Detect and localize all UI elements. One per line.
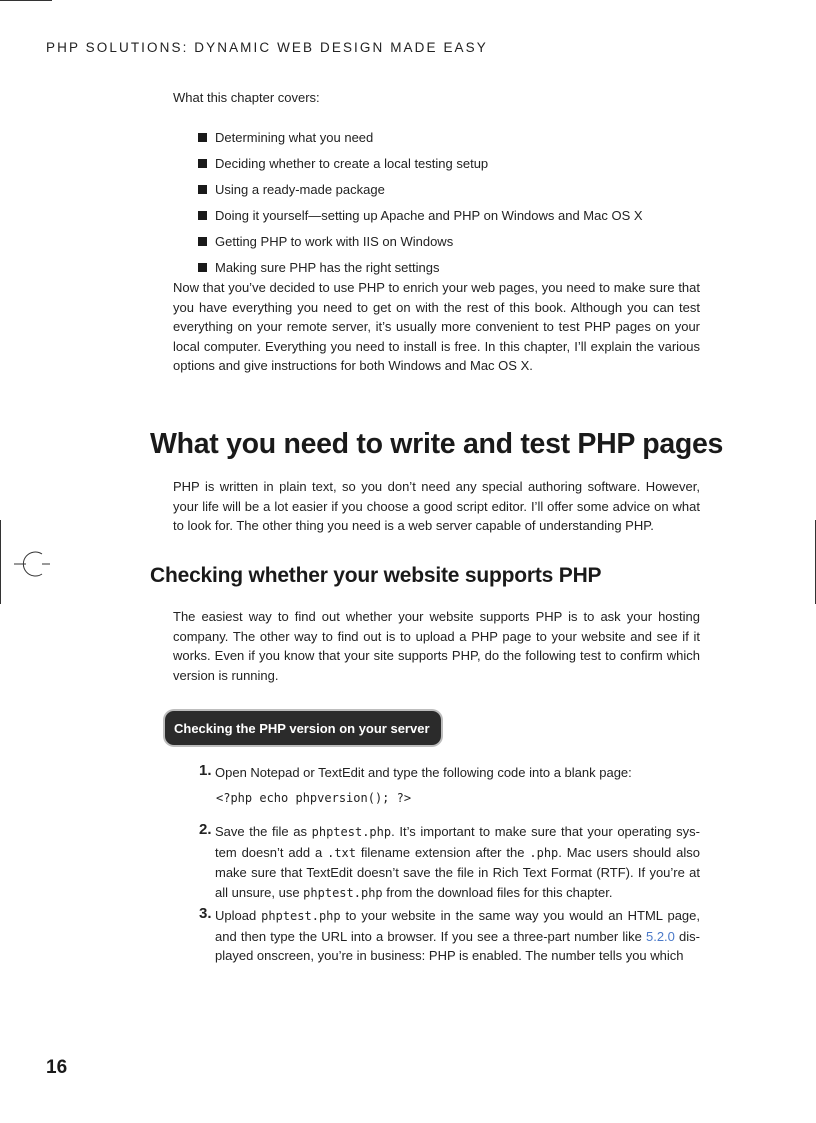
square-bullet-icon [198, 185, 207, 194]
list-item-text: Deciding whether to create a local testing setup [215, 155, 489, 171]
list-item-text: Making sure PHP has the right settings [215, 259, 440, 275]
square-bullet-icon [198, 159, 207, 168]
filename-code: phptest.php [303, 885, 383, 900]
square-bullet-icon [198, 237, 207, 246]
step-text-part: from the download files for this chapter. [382, 884, 613, 900]
step-number: 1. [199, 762, 212, 779]
page-number: 16 [46, 1057, 68, 1078]
step-text-part: dis-played onscreen, you’re in business: PHP is enabled. The number tells you which [215, 928, 700, 963]
step-text-part: to your website in the same way you would an HTML page, and then type the URL into a browser. If you see a three-part number like [215, 908, 700, 944]
step-text-part: Upload [215, 908, 262, 923]
step-number: 2. [199, 821, 212, 838]
step-3 [199, 906, 700, 966]
list-item [198, 124, 643, 150]
step-text-part: Save the file as [215, 824, 312, 839]
list-item [198, 228, 643, 254]
list-item [198, 254, 643, 280]
step-number: 3. [199, 905, 212, 922]
list-item-text: Determining what you need [215, 129, 374, 145]
step-text [215, 822, 700, 903]
code-snippet: <?php echo phpversion(); ?> [216, 791, 412, 805]
covers-intro: What this chapter covers: [173, 90, 320, 105]
extension-code: .txt [327, 845, 357, 860]
filename-code: phptest.php [261, 909, 341, 923]
crop-mark-top [0, 0, 52, 1]
list-item-text: Using a ready-made package [215, 181, 385, 197]
crop-mark-left [0, 520, 1, 604]
list-item [198, 176, 643, 202]
exercise-title: Checking the PHP version on your server [174, 720, 430, 736]
section-heading-checking-support: Checking whether your website supports PHP [150, 564, 602, 587]
square-bullet-icon [198, 133, 207, 142]
covers-list [198, 124, 643, 280]
step-2 [199, 822, 700, 903]
section-heading-what-you-need: What you need to write and test PHP pages [150, 428, 724, 460]
filename-code: phptest.php [311, 825, 392, 839]
step-1 [199, 763, 700, 783]
version-number: 5.2.0 [645, 928, 675, 944]
exercise-title-badge [165, 711, 441, 745]
list-item-text: Getting PHP to work with IIS on Windows [215, 233, 454, 249]
step-text-part: . Mac users should also make sure that TextEdit doesn’t save the file in Rich Text Format (RTF). If you’re at all unsure, use [215, 844, 700, 900]
running-head: PHP SOLUTIONS: DYNAMIC WEB DESIGN MADE EASY [46, 40, 488, 55]
step-text [215, 906, 700, 966]
step-text-part: . It’s important to make sure that your operating sys-tem doesn’t add a [215, 824, 700, 860]
step-text: Open Notepad or TextEdit and type the following code into a blank page: [215, 765, 632, 780]
step-text-part: filename extension after the [356, 844, 530, 860]
section2-paragraph: The easiest way to find out whether your website supports PHP is to ask your hosting company. The other way to find out is to upload a PHP page to your website and see if it works. Even if you know that your site supports PHP, do the following test to confirm which version is running. [173, 609, 700, 683]
registration-mark-icon [14, 548, 54, 580]
list-item [198, 202, 643, 228]
square-bullet-icon [198, 263, 207, 272]
square-bullet-icon [198, 211, 207, 220]
list-item-text: Doing it yourself—setting up Apache and PHP on Windows and Mac OS X [215, 207, 643, 223]
extension-code: .php [529, 845, 559, 860]
section1-paragraph: PHP is written in plain text, so you don’t need any special authoring software. However, your life will be a lot easier if you choose a good script editor. I’ll offer some advice on what to look for. The other thing you need is a web server capable of understanding PHP. [173, 479, 700, 533]
list-item [198, 150, 643, 176]
intro-paragraph: Now that you’ve decided to use PHP to enrich your web pages, you need to make sure that you have everything you need to get on with the rest of this book. Although you can test everything on your remote server, it’s usually more convenient to test PHP pages on your local computer. Everything you need to install is free. In this chapter, I’ll explain the various options and give instructions for both Windows and Mac OS X. [173, 280, 700, 373]
